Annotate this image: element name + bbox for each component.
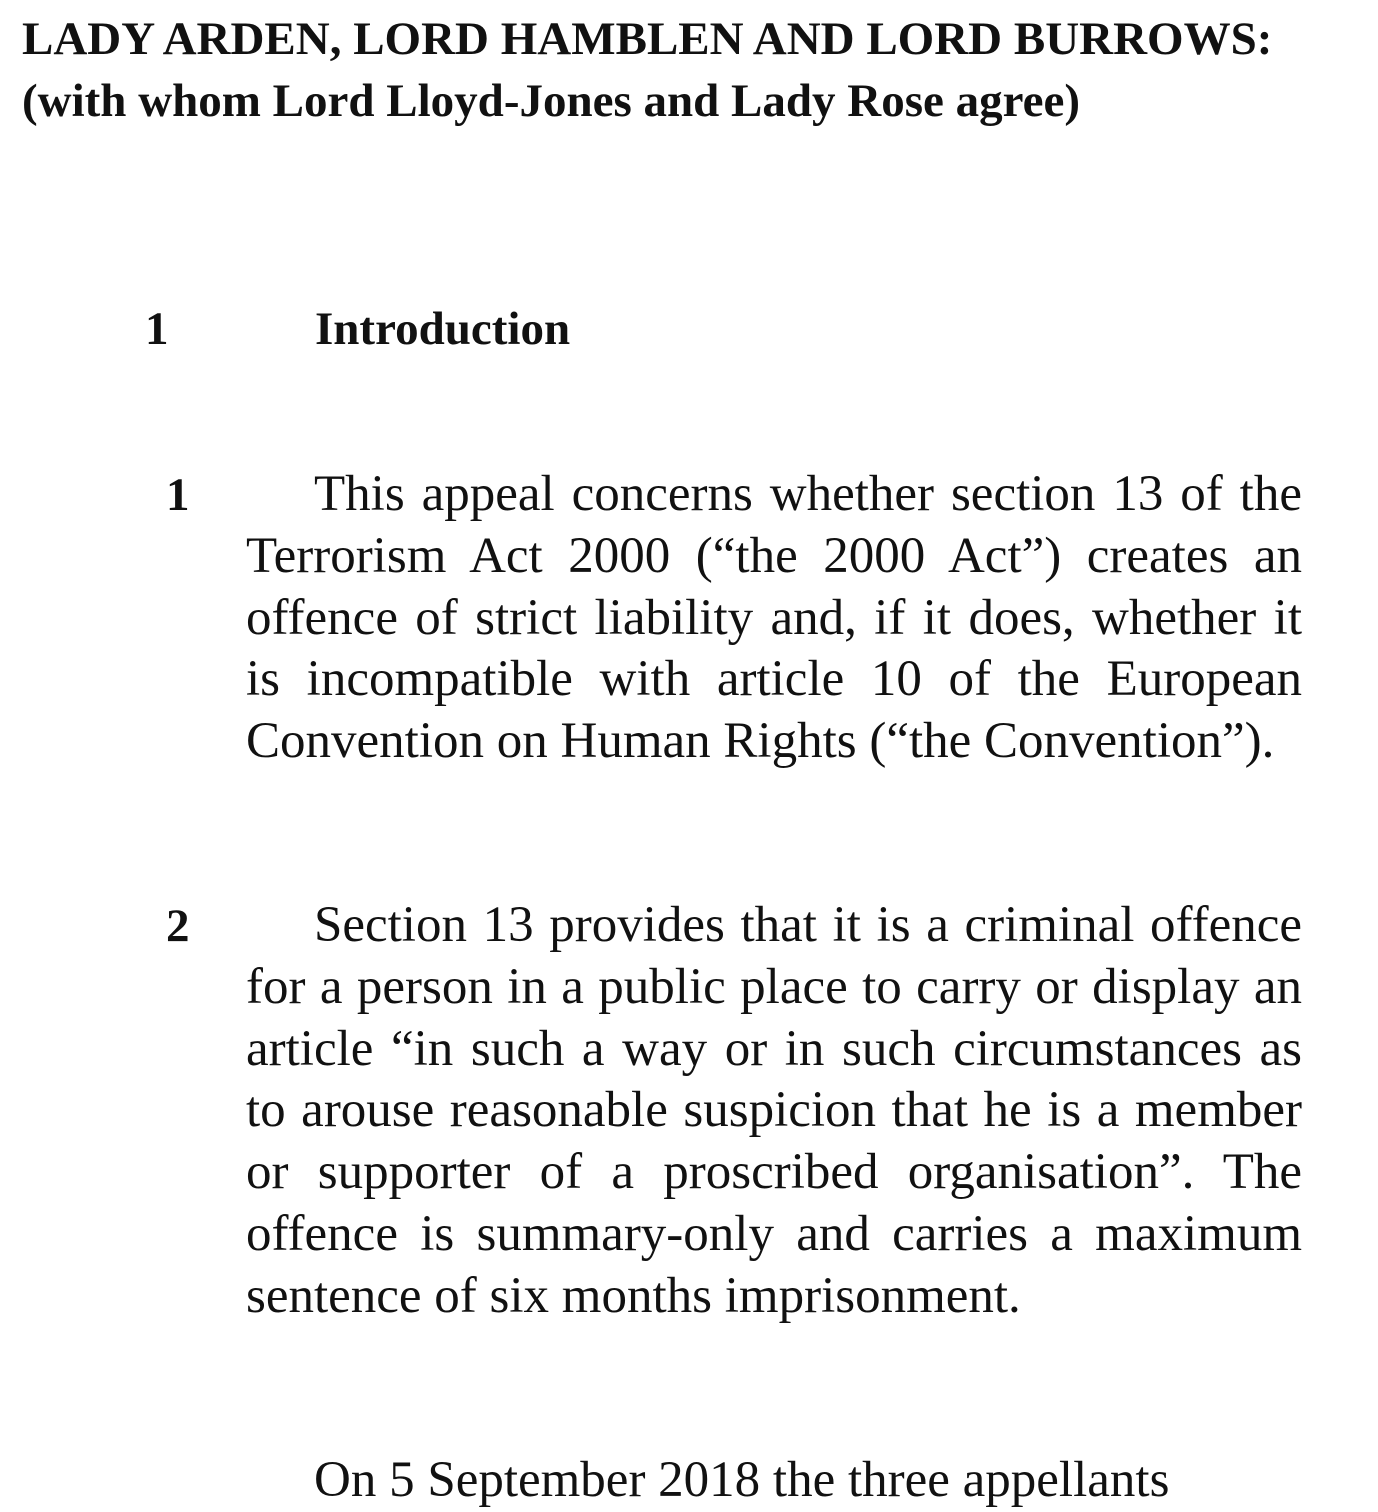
paragraph-text: Section 13 provides that it is a criminal offence for a person in a public place to carry or display an article “in such a way or in such circumstances as to arouse reasonable suspicion that he is a member or supporter of a proscribed organisation”. The offence is summary-only and carries a maximum sentence of six months imprisonment. bbox=[246, 897, 1302, 1324]
section-title: Introduction bbox=[315, 303, 571, 355]
paragraph-number: 1 bbox=[166, 469, 190, 521]
section-heading bbox=[0, 298, 1378, 360]
paragraph-text: This appeal concerns whether section 13 of the Terrorism Act 2000 (“the 2000 Act”) creates an offence of strict liability and, if it does, whether it is incompatible with article 10 of the European Convention on Human Rights (“the Convention”). bbox=[246, 466, 1302, 770]
judges-heading: LADY ARDEN, LORD HAMBLEN AND LORD BURROWS: (with whom Lord Lloyd-Jones and Lady Rose agree) bbox=[22, 13, 1273, 127]
section-number: 1 bbox=[145, 303, 169, 355]
paragraph-text: On 5 September 2018 the three appellants bbox=[314, 1452, 1170, 1508]
paragraph-number: 2 bbox=[166, 900, 190, 952]
